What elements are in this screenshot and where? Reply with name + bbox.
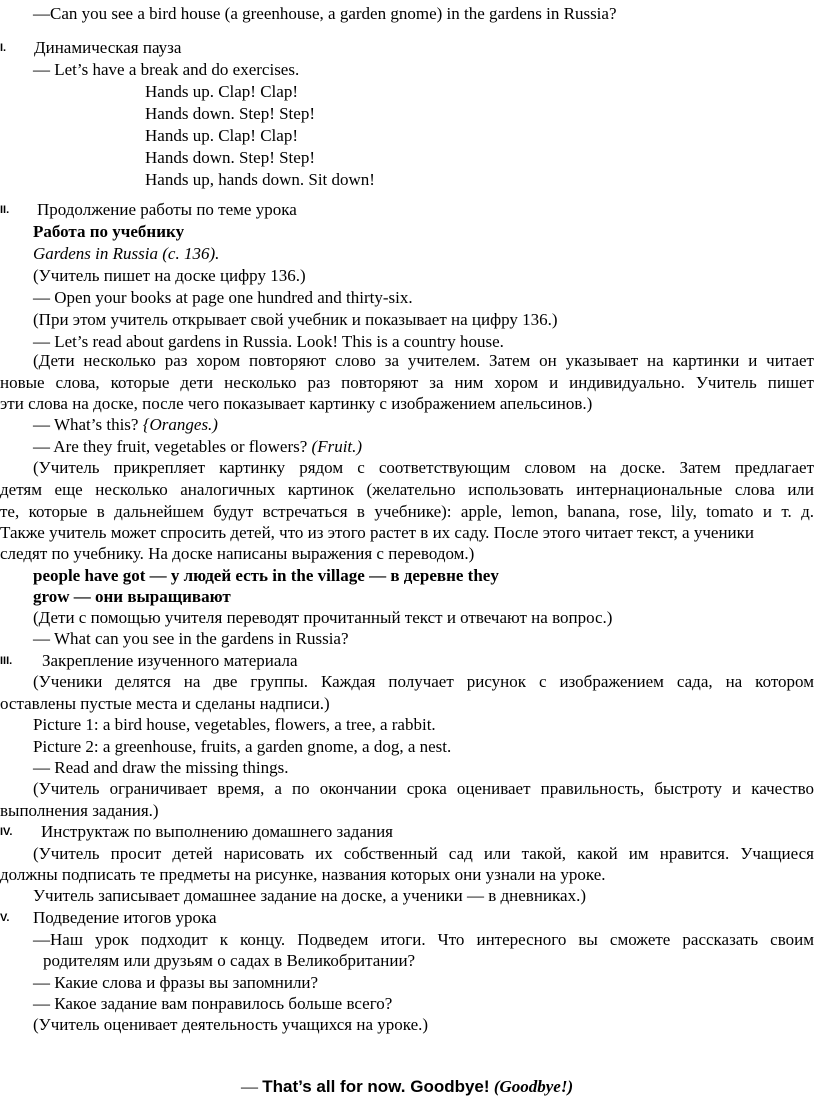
question-text: — What’s this? — [33, 415, 139, 434]
section-marker-4: IV. — [0, 826, 13, 838]
question-line: — What can you see in the gardens in Russia? — [33, 629, 349, 648]
question-line — [33, 436, 814, 457]
closing-dash: — — [241, 1077, 258, 1096]
vocabulary-line: people have got — у людей есть in the village — в деревне they — [33, 566, 499, 585]
poem-line: Hands up. Clap! Clap! — [145, 126, 298, 145]
picture-1-line: Picture 1: a bird house, vegetables, flowers, a tree, a rabbit. — [33, 715, 436, 734]
teacher-note: (Учитель оценивает деятельность учащихся на уроке.) — [33, 1015, 429, 1034]
answer-text: {Oranges.) — [142, 415, 218, 434]
question-line — [33, 414, 814, 435]
section-marker-2: II. — [0, 204, 10, 216]
paragraph-line: те, которые в дальнейшем будут встречаться в учебнике): apple, lemon, banana, rose, lily, tomato и т. д. — [0, 502, 814, 521]
paragraph-line: Учитель записывает домашнее задание на доске, а ученики — в дневниках.) — [33, 886, 586, 905]
section-marker-5: V. — [0, 912, 10, 924]
paragraph-line: новые слова, которые дети несколько раз повторяют за ним хором и индивидуально. Учитель пишет — [0, 373, 814, 392]
teacher-note: (При этом учитель открывает свой учебник и показывает на цифру 136.) — [33, 310, 558, 329]
poem-line: Hands up, hands down. Sit down! — [145, 170, 375, 189]
poem-line: Hands up. Clap! Clap! — [145, 82, 298, 101]
break-line: — Let’s have a break and do exercises. — [33, 60, 300, 79]
paragraph-line: выполнения задания.) — [0, 801, 159, 820]
section-marker-1: I. — [0, 42, 7, 54]
paragraph-line: родителям или друзьям о садах в Великобритании? — [43, 951, 416, 970]
closing-phrase: That’s all for now. Goodbye! — [262, 1077, 490, 1096]
paragraph-line: (Учитель просит детей нарисовать их собственный сад или такой, какой им нравится. Учащиеся — [33, 844, 814, 863]
poem-line: Hands down. Step! Step! — [145, 104, 315, 123]
paragraph-line: (Дети несколько раз хором повторяют слово за учителем. Затем он указывает на картинки и читает — [33, 351, 814, 370]
question-line: — Какие слова и фразы вы запомнили? — [33, 973, 319, 992]
paragraph-line: (Ученики делятся на две группы. Каждая получает рисунок с изображением сада, на котором — [33, 672, 814, 691]
teacher-line: — Let’s read about gardens in Russia. Look! This is a country house. — [33, 332, 504, 351]
poem-line: Hands down. Step! Step! — [145, 148, 315, 167]
section-4-title: Инструктаж по выполнению домашнего задания — [41, 822, 394, 841]
section-marker-3: III. — [0, 655, 13, 667]
paragraph-line: (Учитель ограничивает время, а по окончании срока оценивает правильность, быстроту и качество — [33, 779, 814, 798]
paragraph-line: (Учитель прикрепляет картинку рядом с соответствующим словом на доске. Затем предлагает — [33, 458, 814, 477]
paragraph-line: оставлены пустые места и сделаны надписи.) — [0, 694, 330, 713]
teacher-note: (Дети с помощью учителя переводят прочитанный текст и отвечают на вопрос.) — [33, 608, 613, 627]
paragraph-line: детям еще несколько аналогичных картинок (желательно использовать интернациональные слова или — [0, 480, 814, 499]
paragraph-line: Также учитель может спросить детей, что из этого растет в их саду. После этого читает текст, а ученики — [0, 523, 754, 542]
textbook-heading: Работа по учебнику — [33, 222, 185, 241]
answer-text: (Fruit.) — [311, 437, 363, 456]
closing-answer: (Goodbye!) — [493, 1077, 574, 1096]
paragraph-line: —Наш урок подходит к концу. Подведем итоги. Что интересного вы сможете рассказать своим — [33, 930, 814, 949]
teacher-line: — Read and draw the missing things. — [33, 758, 289, 777]
picture-2-line: Picture 2: a greenhouse, fruits, a garden gnome, a dog, a nest. — [33, 737, 452, 756]
question-line: — Какое задание вам понравилось больше всего? — [33, 994, 393, 1013]
paragraph-line: следят по учебнику. На доске написаны выражения с переводом.) — [0, 544, 475, 563]
intro-question: —Can you see a bird house (a greenhouse, a garden gnome) in the gardens in Russia? — [33, 4, 617, 23]
question-text: — Are they fruit, vegetables or flowers? — [33, 437, 308, 456]
paragraph-line: должны подписать те предметы на рисунке, названия которых они узнали на уроке. — [0, 865, 606, 884]
section-5-title: Подведение итогов урока — [33, 908, 217, 927]
paragraph-line: эти слова на доске, после чего показывает картинку с изображением апельсинов.) — [0, 394, 593, 413]
section-3-title: Закрепление изученного материала — [42, 651, 298, 670]
textbook-reference: Gardens in Russia (с. 136). — [33, 244, 220, 263]
teacher-note: (Учитель пишет на доске цифру 136.) — [33, 266, 306, 285]
teacher-line: — Open your books at page one hundred and thirty-six. — [33, 288, 413, 307]
closing-line — [241, 1076, 814, 1097]
vocabulary-line: grow — они выращивают — [33, 587, 231, 606]
section-2-title: Продолжение работы по теме урока — [37, 200, 297, 219]
section-1-title: Динамическая пауза — [34, 38, 182, 57]
